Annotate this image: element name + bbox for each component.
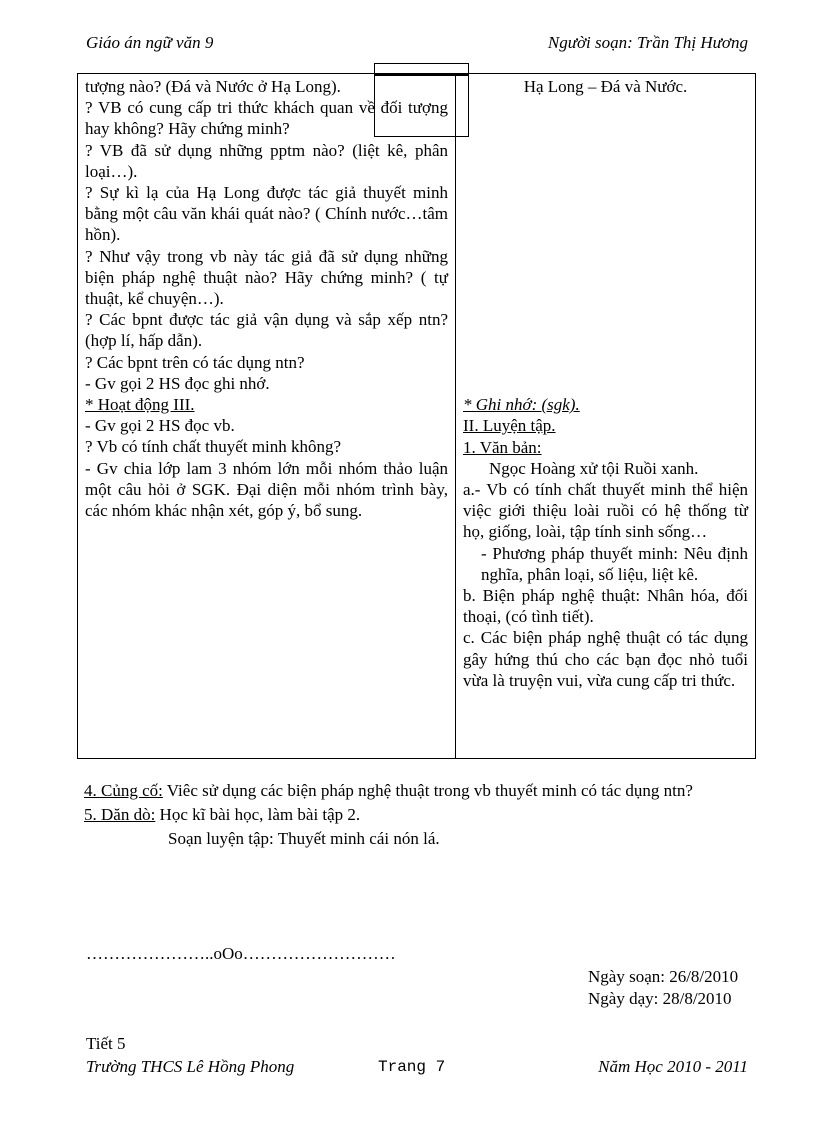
point-a: a.- Vb có tính chất thuyết minh thể hiện việc giới thiệu loài ruồi có hệ thống từ họ, giống, loài, tập tính sinh sống… bbox=[463, 480, 748, 542]
dates-block bbox=[588, 966, 738, 1010]
footer-year: Năm Học 2010 - 2011 bbox=[598, 1057, 748, 1076]
ngay-soan: Ngày soạn: 26/8/2010 bbox=[588, 967, 739, 986]
separator: …………………..oOo……………………… bbox=[86, 944, 396, 963]
method-line: - Phương pháp thuyết minh: Nêu định nghĩa, phân loại, số liệu, liệt kê. bbox=[481, 543, 748, 584]
right-top-line: Hạ Long – Đá và Nước. bbox=[523, 77, 688, 96]
teacher-activity-column bbox=[78, 74, 456, 758]
left-line: ? Sự kì lạ của Hạ Long được tác giả thuyết minh bằng một câu văn khái quát nào? ( Chính nước…tâm hồn). bbox=[85, 183, 448, 245]
van-ban-heading: 1. Văn bản: bbox=[463, 437, 542, 457]
footer-page-number: Trang 7 bbox=[378, 1058, 446, 1076]
content-column bbox=[456, 74, 755, 758]
left-line: ? Như vậy trong vb này tác giả đã sử dụng những biện pháp nghệ thuật nào? Hãy chứng minh? ( tự thuật, kể chuyện…). bbox=[85, 246, 448, 309]
stray-rectangle bbox=[374, 75, 469, 137]
left-line: tượng nào? (Đá và Nước ở Hạ Long). bbox=[85, 77, 341, 96]
cung-co-label: 4. Củng cố: bbox=[84, 781, 163, 800]
footer-school: Trường THCS Lê Hồng Phong bbox=[86, 1057, 295, 1076]
stray-rectangle-outer bbox=[374, 63, 469, 75]
dan-do-label: 5. Dăn dò: bbox=[84, 805, 156, 824]
ghi-nho-heading: * Ghi nhớ: (sgk). bbox=[463, 395, 580, 415]
spacer bbox=[463, 97, 748, 394]
left-line: - Gv chia lớp lam 3 nhóm lớn mỗi nhóm thảo luận một câu hỏi ở SGK. Đại diện mỗi nhóm trình bày, các nhóm khác nhận xét, góp ý, bổ sung. bbox=[85, 458, 448, 521]
point-c: c. Các biện pháp nghệ thuật có tác dụng gây hứng thú cho các bạn đọc nhỏ tuổi vừa là truyện vui, vừa cung cấp tri thức. bbox=[463, 628, 748, 690]
left-line: ? VB có cung cấp tri thức khách quan về đối tượng hay không? Hãy chứng minh? bbox=[85, 98, 448, 139]
dan-do-text: Học kĩ bài học, làm bài tập 2. bbox=[155, 805, 361, 824]
header-subject: Giáo án ngữ văn 9 bbox=[86, 33, 214, 52]
luyen-tap-heading: II. Luyện tập. bbox=[463, 416, 556, 436]
soan-line: Soạn luyện tập: Thuyết minh cái nón lá. bbox=[168, 829, 440, 848]
header-author: Người soạn: Trần Thị Hương bbox=[547, 33, 748, 52]
point-b: b. Biện pháp nghệ thuật: Nhân hóa, đối thoại, (có tình tiết). bbox=[463, 586, 748, 627]
cung-co-text: Viêc sử dụng các biện pháp nghệ thuật trong vb thuyết minh có tác dụng ntn? bbox=[162, 781, 693, 800]
ngay-day: Ngày dạy: 28/8/2010 bbox=[588, 989, 732, 1008]
cung-co-line bbox=[84, 780, 756, 801]
left-line: ? Các bpnt được tác giả vận dụng và sắp xếp ntn? (hợp lí, hấp dẫn). bbox=[85, 310, 448, 351]
page-header bbox=[86, 33, 748, 53]
left-line: ? Các bpnt trên có tác dụng ntn? bbox=[85, 352, 305, 372]
left-line: ? VB đã sử dụng những pptm nào? (liệt kê, phân loại…). bbox=[85, 140, 448, 181]
text-title: Ngọc Hoàng xử tội Ruồi xanh. bbox=[489, 458, 699, 478]
lesson-table bbox=[77, 73, 756, 759]
tiet-label: Tiết 5 bbox=[86, 1034, 126, 1053]
left-line: - Gv gọi 2 HS đọc ghi nhớ. bbox=[85, 373, 270, 393]
left-line: ? Vb có tính chất thuyết minh không? bbox=[85, 437, 342, 457]
dan-do-line bbox=[84, 804, 756, 825]
activity-heading: * Hoạt động III. bbox=[85, 395, 195, 415]
left-line: - Gv gọi 2 HS đọc vb. bbox=[85, 416, 235, 436]
